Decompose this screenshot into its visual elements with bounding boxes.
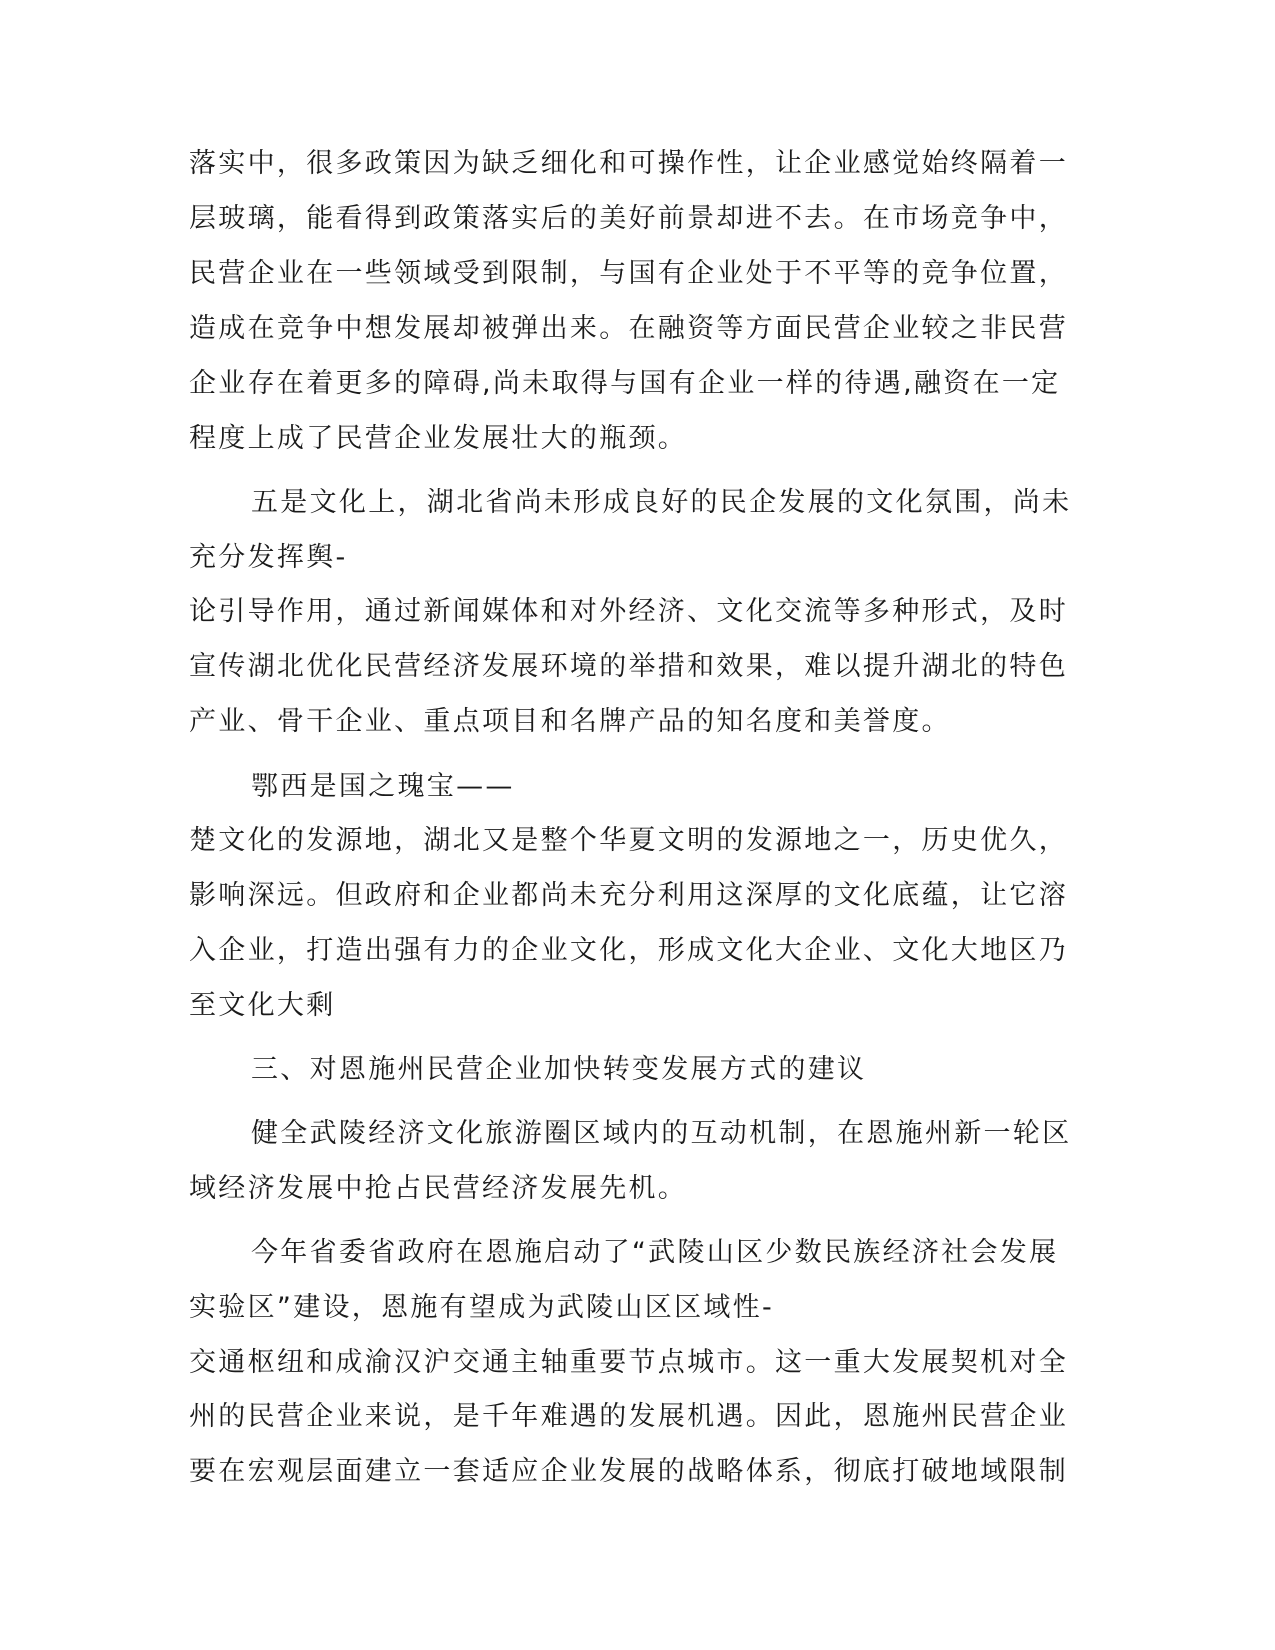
- paragraph-start-line: 鄂西是国之瑰宝——: [251, 771, 515, 802]
- text-line: 要在宏观层面建立一套适应企业发展的战略体系，彻底打破地域限制: [189, 1456, 1068, 1487]
- text-line: 交通枢纽和成渝汉沪交通主轴重要节点城市。这一重大发展契机对全: [189, 1347, 1068, 1378]
- paragraph-start-line: 五是文化上，湖北省尚未形成良好的民企发展的文化氛围，尚未: [251, 487, 1072, 518]
- text-line: 入企业，打造出强有力的企业文化，形成文化大企业、文化大地区乃: [189, 935, 1068, 966]
- text-line: 州的民营企业来说，是千年难遇的发展机遇。因此，恩施州民营企业: [189, 1401, 1068, 1432]
- text-line: 企业存在着更多的障碍,尚未取得与国有企业一样的待遇,融资在一定: [189, 368, 1061, 399]
- text-line: 落实中，很多政策因为缺乏细化和可操作性，让企业感觉始终隔着一: [189, 148, 1068, 179]
- section-heading: 三、对恩施州民营企业加快转变发展方式的建议: [251, 1054, 867, 1085]
- paragraph-start-line: 今年省委省政府在恩施启动了“武陵山区少数民族经济社会发展: [251, 1237, 1059, 1268]
- text-line: 造成在竞争中想发展却被弹出来。在融资等方面民营企业较之非民营: [189, 313, 1068, 344]
- text-line: 至文化大剩: [189, 990, 336, 1021]
- text-line: 楚文化的发源地，湖北又是整个华夏文明的发源地之一，历史优久，: [189, 825, 1068, 856]
- text-line: 程度上成了民营企业发展壮大的瓶颈。: [189, 423, 688, 454]
- text-line: 影响深远。但政府和企业都尚未充分利用这深厚的文化底蕴，让它溶: [189, 880, 1068, 911]
- paragraph-start-line: 健全武陵经济文化旅游圈区域内的互动机制，在恩施州新一轮区: [251, 1118, 1072, 1149]
- text-line: 层玻璃，能看得到政策落实后的美好前景却进不去。在市场竞争中，: [189, 203, 1068, 234]
- text-line: 充分发挥舆-: [189, 542, 348, 573]
- text-line: 宣传湖北优化民营经济发展环境的举措和效果，难以提升湖北的特色: [189, 651, 1068, 682]
- text-line: 产业、骨干企业、重点项目和名牌产品的知名度和美誉度。: [189, 706, 951, 737]
- text-line: 论引导作用，通过新闻媒体和对外经济、文化交流等多种形式，及时: [189, 596, 1068, 627]
- text-line: 民营企业在一些领域受到限制，与国有企业处于不平等的竞争位置，: [189, 258, 1068, 289]
- text-line: 域经济发展中抢占民营经济发展先机。: [189, 1173, 688, 1204]
- text-line: 实验区”建设，恩施有望成为武陵山区区域性-: [189, 1292, 775, 1323]
